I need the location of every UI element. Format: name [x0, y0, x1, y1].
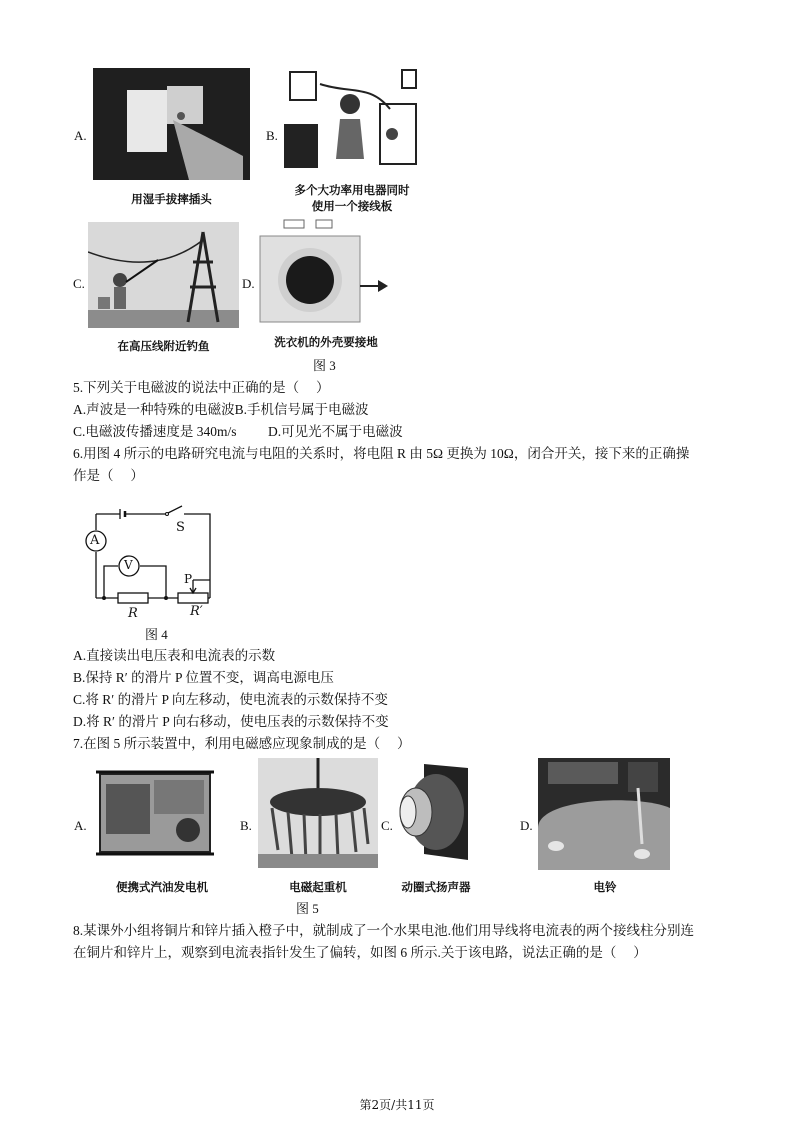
resistor-label: R: [128, 606, 138, 621]
q5-option-c: C.电磁波传播速度是 340m/s: [73, 424, 237, 439]
q8-line2: 在铜片和锌片上，观察到电流表指针发生了偏转，如图 6 所示.关于该电路，说法正确的是（ ）: [73, 945, 647, 960]
fig3-b-caption-line1: 多个大功率用电器同时: [294, 183, 410, 197]
fig3-c-cartoon: [88, 222, 239, 328]
q6-option-c: C.将 R′ 的滑片 P 向左移动，使电流表的示数保持不变: [73, 692, 388, 707]
fig3-c-caption: 在高压线附近钓鱼: [117, 339, 210, 353]
q6-stem-line1: 6.用图 4 所示的电路研究电流与电阻的关系时，将电阻 R 由 5Ω 更换为 10Ω，闭合开关，接下来的正确操: [73, 446, 690, 461]
q5-options-line1: A.声波是一种特殊的电磁波B.手机信号属于电磁波: [73, 402, 369, 417]
fig3-d-washing-machine: [256, 216, 396, 328]
fig3-option-c-letter: C.: [73, 276, 85, 291]
slider-label: P: [184, 572, 193, 586]
fig5-option-c-letter: C.: [381, 818, 393, 833]
fig5-option-b-letter: B.: [240, 818, 252, 833]
q6-option-a: A.直接读出电压表和电流表的示数: [73, 648, 276, 663]
fig5-b-caption: 电磁起重机: [289, 880, 347, 894]
circuit-diagram: [78, 496, 218, 626]
fig5-a-caption: 便携式汽油发电机: [116, 880, 208, 894]
switch-label: S: [176, 520, 185, 535]
q6-option-d: D.将 R′ 的滑片 P 向右移动，使电压表的示数保持不变: [73, 714, 389, 729]
q6-stem-line2: 作是（ ）: [73, 468, 144, 483]
fig5-option-a-letter: A.: [74, 818, 87, 833]
page-footer: 第2页/共11页: [359, 1098, 435, 1112]
fig3-b-cartoon: [280, 64, 421, 176]
fig3-option-b-letter: B.: [266, 128, 278, 143]
fig5-b-electromagnet-crane: [258, 758, 378, 868]
fig5-c-speaker: [394, 758, 472, 868]
rheostat-label: R′: [190, 604, 203, 619]
q5-stem: 5.下列关于电磁波的说法中正确的是（ ）: [73, 380, 330, 395]
fig5-option-d-letter: D.: [520, 818, 533, 833]
fig3-option-d-letter: D.: [242, 276, 255, 291]
fig5-d-caption: 电铃: [593, 880, 617, 894]
voltmeter-label: V: [124, 558, 133, 572]
fig3-label: 图 3: [313, 358, 336, 373]
fig3-a-caption: 用湿手拔摔插头: [131, 192, 212, 206]
fig3-b-caption-line2: 使用一个接线板: [311, 199, 393, 213]
fig4-label: 图 4: [145, 627, 168, 642]
fig3-b-caption: [272, 182, 432, 214]
q5-option-d: D.可见光不属于电磁波: [268, 424, 403, 439]
fig3-a-photo: [93, 68, 250, 180]
ammeter-label: A: [90, 533, 100, 548]
fig5-label: 图 5: [296, 901, 319, 916]
q7-stem: 7.在图 5 所示装置中，利用电磁感应现象制成的是（ ）: [73, 736, 411, 751]
fig3-d-caption: 洗衣机的外壳要接地: [274, 335, 378, 349]
fig5-d-electric-bell: [538, 758, 670, 870]
q6-option-b: B.保持 R′ 的滑片 P 位置不变，调高电源电压: [73, 670, 334, 685]
fig3-option-a-letter: A.: [74, 128, 87, 143]
q8-line1: 8.某课外小组将铜片和锌片插入橙子中，就制成了一个水果电池.他们用导线将电流表的两个接线柱分别连: [73, 923, 694, 938]
fig5-c-caption: 动圈式扬声器: [401, 880, 471, 894]
fig5-a-generator: [92, 760, 220, 866]
